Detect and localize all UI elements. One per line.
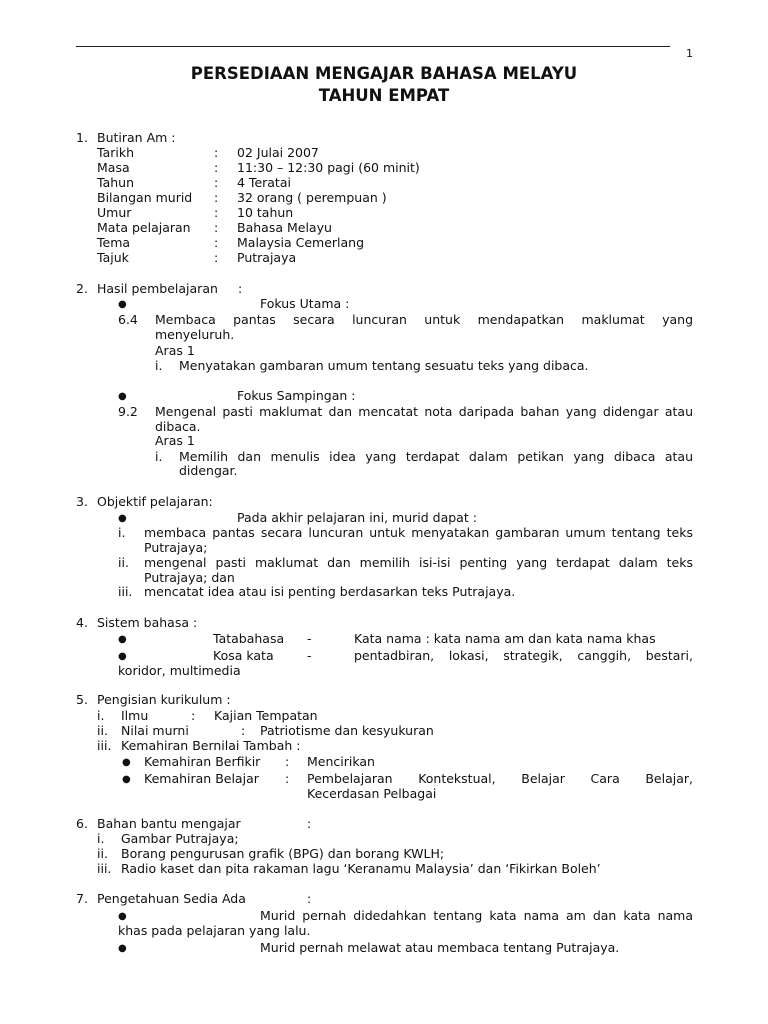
detail-value: 11:30 – 12:30 pagi (60 minit) bbox=[237, 160, 420, 175]
list-numeral: ii. bbox=[118, 555, 129, 570]
detail-value: Malaysia Cemerlang bbox=[237, 235, 365, 250]
kemahiran-belajar-label: Kemahiran Belajar bbox=[144, 771, 259, 786]
list-numeral: iii. bbox=[97, 861, 112, 876]
objective-3: mencatat idea atau isi penting berdasarkan teks Putrajaya. bbox=[144, 584, 516, 599]
section-heading: Sistem bahasa : bbox=[97, 615, 198, 630]
prior-knowledge-1-cont: khas pada pelajaran yang lalu. bbox=[118, 923, 311, 938]
aras-label: Aras 1 bbox=[155, 433, 195, 448]
kemahiran-bernilai-label: Kemahiran Bernilai Tambah : bbox=[121, 738, 301, 753]
fokus-utama-code: 6.4 bbox=[118, 312, 138, 327]
kosa-kata-dash: - bbox=[307, 648, 312, 663]
detail-separator: : bbox=[214, 145, 219, 160]
detail-label: Tarikh bbox=[97, 145, 134, 160]
detail-separator: : bbox=[214, 205, 219, 220]
bullet-icon: ● bbox=[118, 513, 127, 524]
detail-label: Umur bbox=[97, 205, 132, 220]
bullet-icon: ● bbox=[122, 774, 131, 785]
bullet-icon: ● bbox=[118, 651, 127, 662]
section-number: 1. bbox=[76, 130, 88, 145]
nilai-murni-sep: : bbox=[241, 723, 246, 738]
list-numeral: ii. bbox=[97, 723, 108, 738]
kosa-kata-value: pentadbiran, lokasi, strategik, canggih, bestari, bbox=[354, 648, 693, 663]
section-heading: Bahan bantu mengajar bbox=[97, 816, 241, 831]
bullet-icon: ● bbox=[122, 757, 131, 768]
tatabahasa-label: Tatabahasa bbox=[213, 631, 285, 646]
heading-colon: : bbox=[307, 891, 312, 906]
fokus-sampingan-code: 9.2 bbox=[118, 404, 138, 419]
detail-value: 02 Julai 2007 bbox=[237, 145, 319, 160]
material-1: Gambar Putrajaya; bbox=[121, 831, 239, 846]
kosa-kata-value-cont: koridor, multimedia bbox=[118, 663, 241, 678]
list-numeral: i. bbox=[155, 449, 163, 464]
kemahiran-berfikir-sep: : bbox=[285, 754, 290, 769]
bullet-icon: ● bbox=[118, 943, 127, 954]
prior-knowledge-2: Murid pernah melawat atau membaca tentang Putrajaya. bbox=[260, 940, 620, 955]
section-heading: Pengisian kurikulum : bbox=[97, 692, 231, 707]
detail-separator: : bbox=[214, 160, 219, 175]
section-heading: Butiran Am : bbox=[97, 130, 176, 145]
detail-value: Bahasa Melayu bbox=[237, 220, 332, 235]
detail-label: Tahun bbox=[97, 175, 134, 190]
objective-2-cont: Putrajaya; dan bbox=[144, 570, 235, 585]
bullet-icon: ● bbox=[118, 299, 127, 310]
ilmu-label: Ilmu bbox=[121, 708, 149, 723]
heading-colon: : bbox=[307, 816, 312, 831]
aras-label: Aras 1 bbox=[155, 343, 195, 358]
objective-2: mengenal pasti maklumat dan memilih isi-isi penting yang terdapat dalam teks bbox=[144, 555, 693, 570]
list-item-text-cont: didengar. bbox=[179, 463, 238, 478]
fokus-utama-label: Fokus Utama : bbox=[260, 296, 350, 311]
section-number: 6. bbox=[76, 816, 88, 831]
header-rule bbox=[76, 46, 670, 47]
objective-intro: Pada akhir pelajaran ini, murid dapat : bbox=[237, 510, 477, 525]
detail-label: Bilangan murid bbox=[97, 190, 193, 205]
section-heading: Pengetahuan Sedia Ada bbox=[97, 891, 246, 906]
list-numeral: i. bbox=[97, 831, 105, 846]
detail-separator: : bbox=[214, 190, 219, 205]
ilmu-value: Kajian Tempatan bbox=[214, 708, 318, 723]
kosa-kata-label: Kosa kata bbox=[213, 648, 274, 663]
detail-separator: : bbox=[214, 235, 219, 250]
section-number: 4. bbox=[76, 615, 88, 630]
tatabahasa-value: Kata nama : kata nama am dan kata nama khas bbox=[354, 631, 656, 646]
detail-value: 32 orang ( perempuan ) bbox=[237, 190, 387, 205]
bullet-icon: ● bbox=[118, 911, 127, 922]
fokus-sampingan-label: Fokus Sampingan : bbox=[237, 388, 356, 403]
list-numeral: i. bbox=[118, 525, 126, 540]
detail-label: Tajuk bbox=[97, 250, 129, 265]
list-item-text: Menyatakan gambaran umum tentang sesuatu teks yang dibaca. bbox=[179, 358, 589, 373]
detail-label: Masa bbox=[97, 160, 130, 175]
material-3: Radio kaset dan pita rakaman lagu ‘Keranamu Malaysia’ dan ‘Fikirkan Boleh’ bbox=[121, 861, 601, 876]
detail-separator: : bbox=[214, 250, 219, 265]
fokus-sampingan-text: Mengenal pasti maklumat dan mencatat nota daripada bahan yang didengar atau bbox=[155, 404, 693, 419]
material-2: Borang pengurusan grafik (BPG) dan borang KWLH; bbox=[121, 846, 445, 861]
prior-knowledge-1: Murid pernah didedahkan tentang kata nama am dan kata nama bbox=[260, 908, 693, 923]
list-numeral: iii. bbox=[118, 584, 133, 599]
detail-label: Tema bbox=[97, 235, 131, 250]
bullet-icon: ● bbox=[118, 634, 127, 645]
page-number: 1 bbox=[686, 47, 693, 60]
detail-value: 10 tahun bbox=[237, 205, 294, 220]
section-number: 2. bbox=[76, 281, 88, 296]
detail-separator: : bbox=[214, 220, 219, 235]
list-numeral: ii. bbox=[97, 846, 108, 861]
tatabahasa-dash: - bbox=[307, 631, 312, 646]
objective-1-cont: Putrajaya; bbox=[144, 540, 208, 555]
fokus-sampingan-text-cont: dibaca. bbox=[155, 419, 201, 434]
fokus-utama-text: Membaca pantas secara luncuran untuk mendapatkan maklumat yang bbox=[155, 312, 693, 327]
section-number: 5. bbox=[76, 692, 88, 707]
document-title-line1: PERSEDIAAN MENGAJAR BAHASA MELAYU bbox=[190, 64, 578, 83]
list-numeral: iii. bbox=[97, 738, 112, 753]
kemahiran-belajar-sep: : bbox=[285, 771, 290, 786]
kemahiran-belajar-value-cont: Kecerdasan Pelbagai bbox=[307, 786, 437, 801]
heading-colon: : bbox=[238, 281, 243, 296]
detail-value: 4 Teratai bbox=[237, 175, 291, 190]
nilai-murni-value: Patriotisme dan kesyukuran bbox=[260, 723, 434, 738]
document-title-line2: TAHUN EMPAT bbox=[318, 86, 450, 105]
nilai-murni-label: Nilai murni bbox=[121, 723, 189, 738]
ilmu-sep: : bbox=[191, 708, 196, 723]
bullet-icon: ● bbox=[118, 391, 127, 402]
section-number: 3. bbox=[76, 494, 88, 509]
kemahiran-belajar-value: Pembelajaran Kontekstual, Belajar Cara Belajar, bbox=[307, 771, 693, 786]
kemahiran-berfikir-label: Kemahiran Berfikir bbox=[144, 754, 261, 769]
section-number: 7. bbox=[76, 891, 88, 906]
detail-label: Mata pelajaran bbox=[97, 220, 191, 235]
list-numeral: i. bbox=[97, 708, 105, 723]
detail-value: Putrajaya bbox=[237, 250, 297, 265]
kemahiran-berfikir-value: Mencirikan bbox=[307, 754, 375, 769]
section-heading: Hasil pembelajaran bbox=[97, 281, 218, 296]
detail-separator: : bbox=[214, 175, 219, 190]
list-numeral: i. bbox=[155, 358, 163, 373]
fokus-utama-text-cont: menyeluruh. bbox=[155, 327, 235, 342]
section-heading: Objektif pelajaran: bbox=[97, 494, 213, 509]
list-item-text: Memilih dan menulis idea yang terdapat dalam petikan yang dibaca atau bbox=[179, 449, 693, 464]
objective-1: membaca pantas secara luncuran untuk menyatakan gambaran umum tentang teks bbox=[144, 525, 693, 540]
